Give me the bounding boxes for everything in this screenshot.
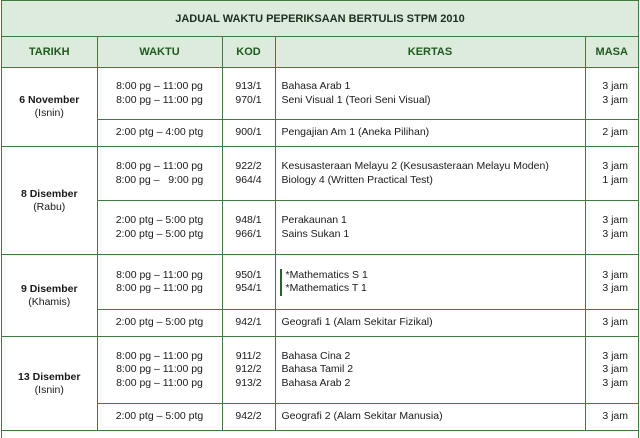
waktu-text: 8:00 pg – 9:00 pg (115, 173, 204, 186)
header-waktu: WAKTU (97, 37, 222, 68)
masa-text: 1 jam (602, 173, 628, 186)
waktu-text: 8:00 pg – 11:00 pg (116, 282, 203, 294)
table-row (2, 337, 638, 404)
exam-date: 13 Disember (18, 370, 81, 383)
kertas-cell (275, 120, 585, 147)
masa-text: 3 jam (602, 363, 628, 376)
table-row (2, 310, 638, 337)
kertas-text: *Mathematics S 1 (285, 268, 368, 281)
kertas-text: Perakaunan 1 (281, 214, 347, 226)
kod-cell (222, 337, 275, 404)
masa-text: 3 jam (602, 93, 628, 106)
table-row (2, 201, 638, 255)
kod-cell (222, 201, 275, 255)
kertas-text: Seni Visual 1 (Teori Seni Visual) (281, 93, 431, 106)
masa-cell (585, 310, 638, 337)
masa-text: 2 jam (602, 126, 628, 139)
waktu-text: 2:00 ptg – 5:00 ptg (115, 227, 204, 240)
waktu-text: 2:00 ptg – 4:00 ptg (115, 126, 204, 139)
table-row (2, 255, 638, 310)
kod-text: 966/1 (235, 227, 262, 240)
waktu-cell (97, 68, 222, 120)
waktu-text: 8:00 pg – 11:00 pg (116, 268, 203, 281)
kertas-text: Geografi 2 (Alam Sekitar Manusia) (281, 410, 443, 423)
kod-text: 948/1 (235, 214, 262, 226)
kod-text: 964/4 (235, 173, 262, 186)
waktu-text: 2:00 ptg – 5:00 ptg (115, 214, 204, 226)
masa-cell (585, 68, 638, 120)
masa-cell (585, 147, 638, 201)
table-row (2, 68, 638, 120)
timetable-title: JADUAL WAKTU PEPERIKSAAN BERTULIS STPM 2010 (2, 0, 638, 37)
waktu-text: 2:00 ptg – 5:00 ptg (115, 316, 204, 329)
masa-text: 3 jam (602, 349, 628, 362)
kod-text: 911/2 (235, 349, 262, 362)
kod-text: 922/2 (235, 160, 262, 172)
kertas-text: *Mathematics T 1 (285, 282, 367, 294)
waktu-text: 8:00 pg – 11:00 pg (116, 160, 203, 172)
kod-text: 942/1 (235, 316, 262, 329)
kertas-cell (275, 310, 585, 337)
kertas-cell (275, 68, 585, 120)
kod-text: 912/2 (235, 363, 262, 376)
table-row (2, 147, 638, 201)
kod-text: 970/1 (235, 93, 262, 106)
kertas-text: Kesusasteraan Melayu 2 (Kesusasteraan Melayu Moden) (281, 160, 549, 172)
kertas-text: Geografi 1 (Alam Sekitar Fizikal) (281, 316, 433, 329)
header-row (2, 37, 638, 68)
masa-text: 3 jam (602, 227, 628, 240)
header-kod: KOD (222, 37, 275, 68)
masa-text: 3 jam (602, 282, 628, 294)
kertas-cell (275, 337, 585, 404)
table-row (2, 120, 638, 147)
kertas-text: Bahasa Tamil 2 (281, 363, 354, 376)
kod-text: 900/1 (235, 126, 262, 139)
waktu-cell (97, 404, 222, 431)
kod-cell (222, 147, 275, 201)
waktu-text: 8:00 pg – 11:00 pg (116, 363, 203, 376)
waktu-cell (97, 255, 222, 310)
kertas-cell (275, 147, 585, 201)
kertas-text: Bahasa Cina 2 (281, 349, 351, 362)
masa-cell (585, 255, 638, 310)
waktu-text: 8:00 pg – 11:00 pg (116, 80, 203, 92)
kod-cell (222, 120, 275, 147)
kod-cell (222, 404, 275, 431)
exam-weekday: (Rabu) (33, 200, 66, 213)
kertas-text: Pengajian Am 1 (Aneka Pilihan) (281, 126, 430, 139)
kertas-text: Sains Sukan 1 (281, 227, 350, 240)
kertas-text: Bahasa Arab 2 (281, 376, 351, 389)
kod-text: 954/1 (235, 282, 262, 294)
waktu-cell (97, 147, 222, 201)
exam-weekday: (Isnin) (34, 383, 64, 396)
kod-cell (222, 310, 275, 337)
kertas-cell (275, 255, 585, 310)
masa-cell (585, 404, 638, 431)
date-cell (2, 68, 97, 147)
masa-text: 3 jam (602, 410, 628, 423)
masa-text: 3 jam (602, 80, 628, 92)
waktu-cell (97, 337, 222, 404)
header-kertas: KERTAS (275, 37, 585, 68)
timetable-table (2, 37, 638, 431)
kod-text: 913/1 (235, 80, 262, 92)
masa-text: 3 jam (602, 268, 628, 281)
waktu-cell (97, 120, 222, 147)
kertas-text: Biology 4 (Written Practical Test) (281, 173, 433, 186)
exam-weekday: (Khamis) (28, 295, 71, 308)
masa-cell (585, 337, 638, 404)
kod-text: 942/2 (235, 410, 262, 423)
waktu-text: 8:00 pg – 11:00 pg (116, 93, 203, 106)
exam-date: 8 Disember (20, 187, 78, 200)
masa-text: 3 jam (602, 160, 628, 172)
header-tarikh: TARIKH (2, 37, 97, 68)
date-cell (2, 337, 97, 431)
exam-timetable (1, 0, 639, 438)
exam-weekday: (Isnin) (34, 107, 64, 119)
masa-text: 3 jam (602, 316, 628, 329)
masa-text: 3 jam (602, 214, 628, 226)
date-cell (2, 255, 97, 337)
masa-cell (585, 120, 638, 147)
kertas-text: Bahasa Arab 1 (281, 80, 351, 92)
waktu-cell (97, 201, 222, 255)
date-cell (2, 147, 97, 255)
header-masa: MASA (585, 37, 638, 68)
kod-text: 913/2 (235, 376, 262, 389)
waktu-text: 8:00 pg – 11:00 pg (116, 349, 203, 362)
kod-cell (222, 255, 275, 310)
waktu-text: 8:00 pg – 11:00 pg (116, 376, 203, 389)
table-row (2, 404, 638, 431)
masa-text: 3 jam (602, 376, 628, 389)
kod-cell (222, 68, 275, 120)
highlight-bar (280, 269, 585, 296)
waktu-cell (97, 310, 222, 337)
kertas-cell (275, 404, 585, 431)
exam-date: 9 Disember (20, 282, 78, 295)
kod-text: 950/1 (235, 268, 262, 281)
exam-date: 6 November (19, 94, 80, 106)
kertas-cell (275, 201, 585, 255)
waktu-text: 2:00 ptg – 5:00 ptg (115, 410, 204, 423)
masa-cell (585, 201, 638, 255)
